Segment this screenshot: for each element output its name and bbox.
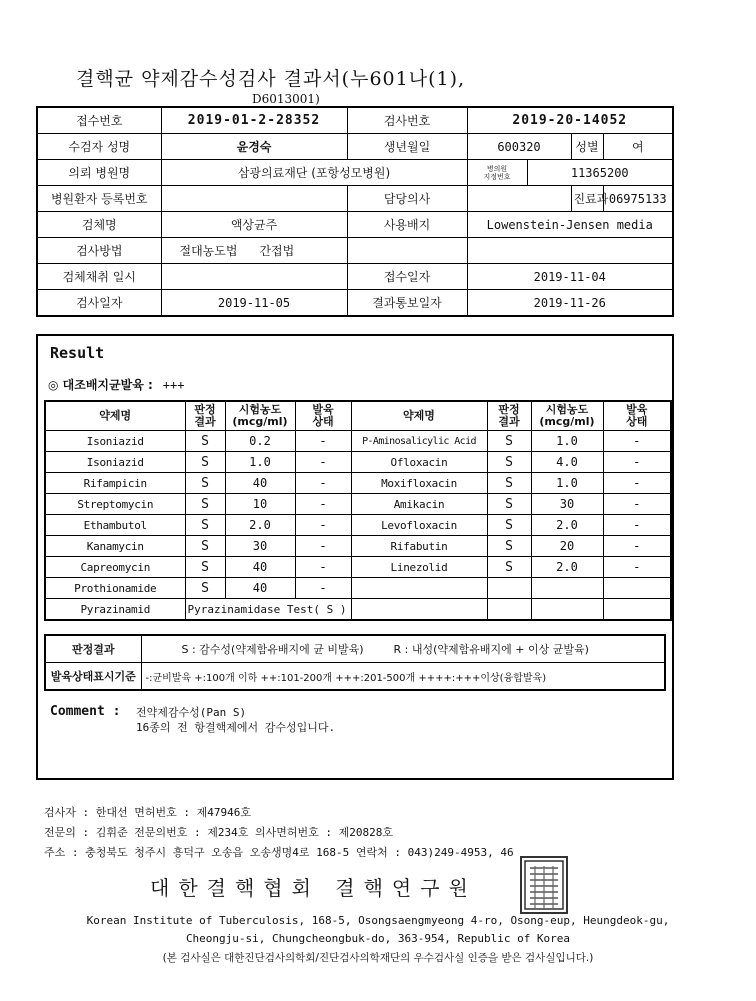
empty-cell xyxy=(487,599,531,621)
official-seal xyxy=(520,856,568,914)
drug-name: Ofloxacin xyxy=(351,452,487,473)
medium-value: Lowenstein-Jensen media xyxy=(467,212,673,238)
susceptibility-table xyxy=(44,400,672,621)
drug-growth: - xyxy=(295,452,351,473)
judgement-legend: S : 감수성(약제함유배지에 균 비발육) R : 내성(약제함유배지에 + 이상 균발육) xyxy=(141,635,665,663)
designated-number-label: 병의원 지정번호 xyxy=(467,160,527,186)
drug-result: S xyxy=(487,494,531,515)
drug-growth: - xyxy=(295,515,351,536)
drug-name: Amikacin xyxy=(351,494,487,515)
empty-cell xyxy=(467,238,673,264)
specialist-line: 전문의 : 김휘준 전문의번호 : 제234호 의사면허번호 : 제20828호 xyxy=(44,826,393,839)
drug-growth: - xyxy=(603,452,671,473)
drug-growth: - xyxy=(603,494,671,515)
drug-result: S xyxy=(185,557,225,578)
judgement-legend-label: 판정결과 xyxy=(45,635,141,663)
designated-number: 11365200 xyxy=(527,160,673,186)
department-value: 06975133 xyxy=(603,186,673,212)
test-date-label: 검사일자 xyxy=(37,290,161,317)
control-growth xyxy=(48,376,184,393)
pyrazinamide-name: Pyrazinamid xyxy=(45,599,185,621)
header-drug: 약제명 xyxy=(351,401,487,431)
drug-name: Rifampicin xyxy=(45,473,185,494)
registration-number xyxy=(161,186,347,212)
hospital-name: 삼광의료재단 (포항성모병원) xyxy=(161,160,467,186)
header-drug: 약제명 xyxy=(45,401,185,431)
drug-growth xyxy=(603,578,671,599)
report-date-label: 결과통보일자 xyxy=(347,290,467,317)
drug-concentration: 1.0 xyxy=(531,431,603,452)
table-row xyxy=(45,578,671,599)
empty-cell xyxy=(531,599,603,621)
header-concentration: 시험농도 (mcg/ml) xyxy=(531,401,603,431)
accession-label: 접수번호 xyxy=(37,107,161,134)
drug-growth: - xyxy=(603,536,671,557)
dob-label: 생년월일 xyxy=(347,134,467,160)
collection-value xyxy=(161,264,347,290)
test-date: 2019-11-05 xyxy=(161,290,347,317)
drug-concentration: 10 xyxy=(225,494,295,515)
receipt-date: 2019-11-04 xyxy=(467,264,673,290)
drug-concentration: 30 xyxy=(225,536,295,557)
comment-line-2: 16종의 전 항결핵제에서 감수성입니다. xyxy=(136,721,336,734)
drug-result: S xyxy=(185,431,225,452)
drug-name: Rifabutin xyxy=(351,536,487,557)
drug-result: S xyxy=(185,494,225,515)
pyrazinamidase-test: Pyrazinamidase Test( S ) xyxy=(185,599,351,621)
drug-concentration: 2.0 xyxy=(531,557,603,578)
drug-growth: - xyxy=(295,536,351,557)
drug-result: S xyxy=(185,452,225,473)
drug-concentration: 40 xyxy=(225,578,295,599)
drug-growth: - xyxy=(603,515,671,536)
header-judgement: 판정 결과 xyxy=(487,401,531,431)
drug-name: Isoniazid xyxy=(45,431,185,452)
method-value: 절대농도법 간접법 xyxy=(161,238,347,264)
comment-label: Comment : xyxy=(50,704,121,719)
org-address-en-2: Cheongju-si, Chungcheongbuk-do, 363-954, Republic of Korea xyxy=(185,932,571,945)
drug-growth: - xyxy=(295,473,351,494)
drug-growth: - xyxy=(603,473,671,494)
table-row xyxy=(45,473,671,494)
growth-legend-label: 발육상태표시기준 xyxy=(45,663,141,691)
patient-info-table xyxy=(36,106,674,317)
table-row xyxy=(45,452,671,473)
drug-result: S xyxy=(487,536,531,557)
drug-concentration: 2.0 xyxy=(225,515,295,536)
registration-label: 병원환자 등록번호 xyxy=(37,186,161,212)
patient-name: 윤경숙 xyxy=(161,134,347,160)
drug-concentration: 1.0 xyxy=(225,452,295,473)
drug-result: S xyxy=(185,578,225,599)
drug-growth: - xyxy=(295,578,351,599)
drug-growth: - xyxy=(603,557,671,578)
drug-result: S xyxy=(185,473,225,494)
hospital-label: 의뢰 병원명 xyxy=(37,160,161,186)
address-line: 주소 : 충청북도 청주시 흥덕구 오송읍 오송생명4로 168-5 연락처 : 043)249-4953, 46 xyxy=(44,846,514,859)
collection-label: 검체채취 일시 xyxy=(37,264,161,290)
drug-name: Linezolid xyxy=(351,557,487,578)
organization-name: 대한결핵협회 결핵연구원 xyxy=(150,876,477,900)
header-judgement: 판정 결과 xyxy=(185,401,225,431)
empty-cell xyxy=(603,599,671,621)
dob-value: 600320 xyxy=(467,134,571,160)
test-number-label: 검사번호 xyxy=(347,107,467,134)
drug-concentration: 1.0 xyxy=(531,473,603,494)
drug-name: Kanamycin xyxy=(45,536,185,557)
control-growth-value: +++ xyxy=(162,378,185,392)
control-growth-label: ◎ 대조배지균발육 : xyxy=(48,378,153,392)
doctor-value xyxy=(467,186,571,212)
drug-result xyxy=(487,578,531,599)
drug-name: P-Aminosalicylic Acid xyxy=(351,431,487,452)
patient-name-label: 수검자 성명 xyxy=(37,134,161,160)
growth-legend: -:균비발육 +:100개 이하 ++:101-200개 +++:201-500개 ++++:+++이상(융합발육) xyxy=(141,663,665,691)
drug-concentration: 2.0 xyxy=(531,515,603,536)
document-title-continued: D6013001) xyxy=(252,92,320,106)
header-growth: 발육 상태 xyxy=(295,401,351,431)
sex-label: 성별 xyxy=(571,134,603,160)
drug-concentration: 20 xyxy=(531,536,603,557)
department-label: 진료과 xyxy=(571,186,603,212)
legend-table xyxy=(44,634,666,691)
comment-line-1: 전약제감수성(Pan S) xyxy=(136,706,247,719)
table-row xyxy=(45,494,671,515)
drug-concentration: 40 xyxy=(225,473,295,494)
result-title: Result xyxy=(50,344,105,362)
drug-name: Moxifloxacin xyxy=(351,473,487,494)
table-row xyxy=(45,599,671,621)
method-label: 검사방법 xyxy=(37,238,161,264)
drug-name: Ethambutol xyxy=(45,515,185,536)
drug-name: Capreomycin xyxy=(45,557,185,578)
receipt-date-label: 접수일자 xyxy=(347,264,467,290)
drug-result: S xyxy=(487,515,531,536)
report-date: 2019-11-26 xyxy=(467,290,673,317)
specimen-value: 액상균주 xyxy=(161,212,347,238)
medium-label: 사용배지 xyxy=(347,212,467,238)
drug-name: Prothionamide xyxy=(45,578,185,599)
sex-value: 여 xyxy=(603,134,673,160)
drug-result: S xyxy=(487,431,531,452)
specimen-label: 검체명 xyxy=(37,212,161,238)
drug-concentration: 4.0 xyxy=(531,452,603,473)
certification-note: (본 검사실은 대한진단검사의학회/진단검사의학재단의 우수검사실 인증을 받은 검사실입니다.) xyxy=(162,952,594,964)
drug-name: Streptomycin xyxy=(45,494,185,515)
drug-name xyxy=(351,578,487,599)
result-section xyxy=(36,334,674,780)
empty-cell xyxy=(347,238,467,264)
header-concentration: 시험농도 (mcg/ml) xyxy=(225,401,295,431)
table-row xyxy=(45,515,671,536)
test-number: 2019-20-14052 xyxy=(467,107,673,134)
drug-concentration: 0.2 xyxy=(225,431,295,452)
drug-result: S xyxy=(487,557,531,578)
drug-concentration: 40 xyxy=(225,557,295,578)
drug-concentration xyxy=(531,578,603,599)
org-address-en-1: Korean Institute of Tuberculosis, 168-5, Osongsaengmyeong 4-ro, Osong-eup, Heungdeok-gu, xyxy=(86,914,670,927)
table-row xyxy=(45,536,671,557)
header-growth: 발육 상태 xyxy=(603,401,671,431)
document-title: 결핵균 약제감수성검사 결과서(누601나(1), xyxy=(76,68,466,90)
drug-growth: - xyxy=(295,557,351,578)
doctor-label: 담당의사 xyxy=(347,186,467,212)
table-row xyxy=(45,431,671,452)
drug-name: Isoniazid xyxy=(45,452,185,473)
drug-growth: - xyxy=(295,431,351,452)
empty-cell xyxy=(351,599,487,621)
tester-line: 검사자 : 한대선 면허번호 : 제47946호 xyxy=(44,806,251,819)
accession-number: 2019-01-2-28352 xyxy=(161,107,347,134)
drug-concentration: 30 xyxy=(531,494,603,515)
drug-growth: - xyxy=(295,494,351,515)
drug-result: S xyxy=(487,452,531,473)
drug-result: S xyxy=(185,536,225,557)
drug-name: Levofloxacin xyxy=(351,515,487,536)
drug-result: S xyxy=(185,515,225,536)
drug-result: S xyxy=(487,473,531,494)
drug-growth: - xyxy=(603,431,671,452)
table-row xyxy=(45,557,671,578)
